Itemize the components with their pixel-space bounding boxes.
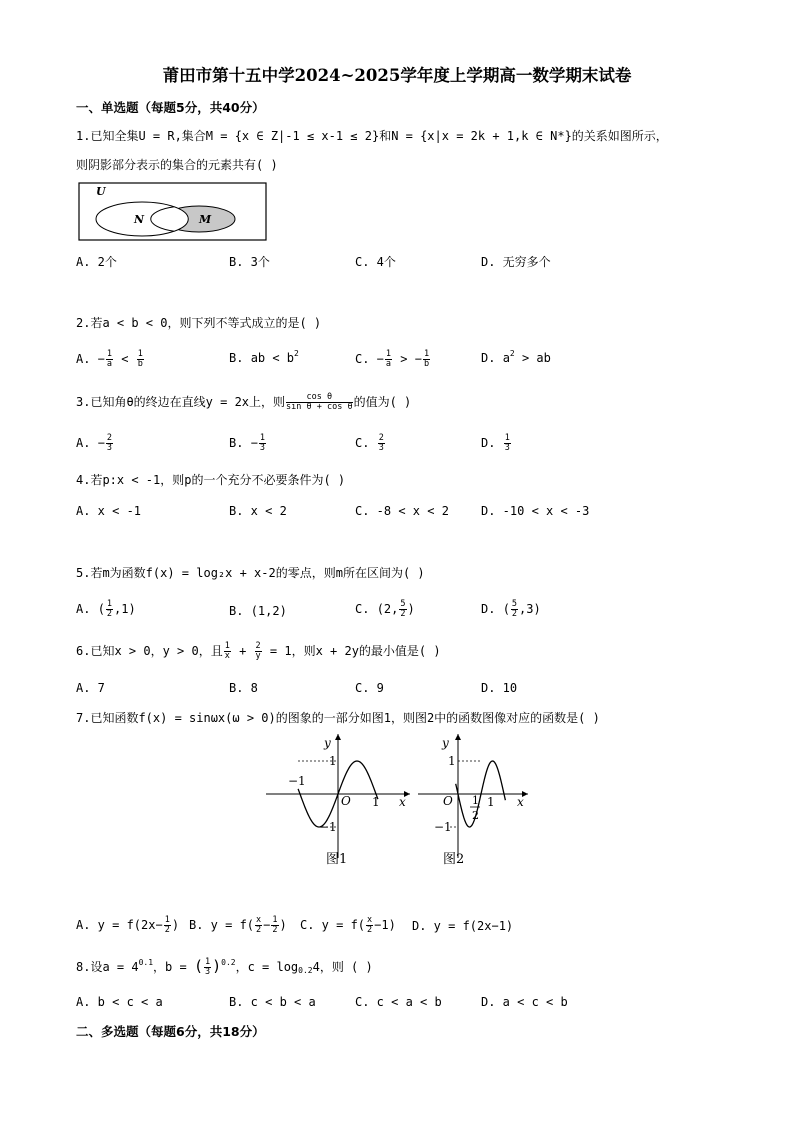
q7-option-d[interactable]: D. y = f(2x−1) [412,919,514,933]
q3-option-c[interactable] [355,434,386,453]
operator: + [239,644,247,658]
paren-close: ) [212,957,222,975]
q4-option-a[interactable]: A. x < -1 [76,504,142,518]
option-label: D. [481,436,496,450]
fig1-caption: 图1 [326,852,348,867]
stem-text: = 1，则x + 2y的最小值是( ) [269,644,441,658]
paren: ,1) [114,602,136,616]
frac-num: 1 [259,433,266,443]
paren: ,3) [519,602,541,616]
q5-option-b[interactable] [229,603,287,619]
question-7-stem: 7.已知函数f(x) = sinωx(ω > 0)的图象的一部分如图1，则图2中的函数图像对应的函数是( ) [76,711,600,725]
question-8-stem [76,958,373,977]
relation: < [121,352,129,366]
fig2-label-x1: 1 [487,795,495,809]
frac-den: 2 [367,925,373,935]
fig2-label-x: x [517,795,524,809]
frac-num: 2 [255,641,261,651]
exponent: 0.2 [221,958,236,967]
exponent: 0.1 [138,958,154,967]
option-label: D. [481,351,496,365]
exponent: 2 [294,349,299,358]
fig2-label-origin: O [443,794,453,808]
fig1-label-neg1: −1 [288,774,306,788]
fig2-label-y: y [442,736,449,750]
question-6-stem [76,642,441,661]
fig2-half-num: 1 [472,794,479,807]
frac-num: 2 [106,433,113,443]
option-label: B. [229,436,244,450]
option-text: ) [171,918,180,932]
q8-option-d[interactable]: D. a < c < b [481,995,568,1009]
frac-num: x [367,915,373,925]
stem-text: 4，则 ( ) [312,960,373,974]
frac-num: 1 [385,349,392,359]
relation: > [400,352,408,366]
q1-option-a[interactable]: A. 2个 [76,255,117,269]
frac-num: 1 [137,349,143,359]
q6-option-b[interactable]: B. 8 [229,681,258,695]
option-text: A. y = f(2x− [76,918,163,932]
paren: ( [502,602,510,616]
fig1-label-x: x [399,795,406,809]
question-1-line-2: 则阴影部分表示的集合的元素共有( ) [76,158,278,172]
q8-option-a[interactable]: A. b < c < a [76,995,163,1009]
fig2-label-ym1: −1 [434,820,452,834]
option-text: B. y = f( [189,918,255,932]
section-heading-2: 二、多选题（每题6分，共18分） [76,1024,265,1039]
operator: − [263,918,271,932]
frac-den: 2 [400,609,406,619]
q3-option-b[interactable] [229,434,267,453]
q5-option-a[interactable] [76,600,136,619]
option-text: C. y = f( [300,918,366,932]
q4-option-c[interactable]: C. -8 < x < 2 [355,504,449,518]
option-label: B. [229,604,244,618]
question-5-stem: 5.若m为函数f(x) = log₂x + x-2的零点，则m所在区间为( ) [76,566,425,580]
option-label: A. [76,352,91,366]
q3-option-a[interactable] [76,434,114,453]
question-4-stem: 4.若p:x < -1，则p的一个充分不必要条件为( ) [76,473,346,487]
frac-num: 1 [164,915,170,925]
option-label: C. [355,436,370,450]
q2-option-c[interactable]: C. − $\frac{1}{a}$ > − $\frac{1}{b}$ [355,349,430,369]
frac-den: a [385,359,392,369]
q7-option-a[interactable] [76,916,179,935]
frac-den: 2 [164,925,170,935]
option-label: B. [229,351,244,365]
q1-option-d[interactable]: D. 无穷多个 [481,255,551,269]
option-label: D. [481,602,496,616]
option-label: C. [355,352,370,366]
frac-den: b [423,359,430,369]
intersection-region [151,207,189,231]
stem-text: 6.已知x > 0，y > 0，且 [76,644,223,658]
q6-option-c[interactable]: C. 9 [355,681,384,695]
paren: (2, [376,602,399,616]
log-base: 0.2 [298,966,313,975]
frac-num: 1 [204,957,211,967]
figure-2 [418,734,528,867]
frac-num: 1 [504,433,510,443]
question-3-stem [76,393,411,412]
q1-option-c[interactable]: C. 4个 [355,255,396,269]
option-text: ) [279,918,287,932]
q1-option-b[interactable]: B. 3个 [229,255,270,269]
frac-den: 3 [504,443,510,453]
fig1-label-x1: 1 [372,795,380,809]
frac-den: 2 [511,609,518,619]
frac-den: y [255,651,261,661]
frac-den: 3 [204,967,211,977]
fig1-label-y: y [324,736,331,750]
q4-option-d[interactable]: D. -10 < x < -3 [481,504,590,518]
frac-num: 1 [423,349,430,359]
frac-num: 1 [272,915,278,925]
q2-option-d[interactable] [481,350,551,366]
sign: − [97,436,105,450]
fig2-caption: 图2 [443,852,465,867]
q7-option-b[interactable] [189,916,287,935]
frac-den: 3 [106,443,113,453]
q6-option-a[interactable]: A. 7 [76,681,105,695]
q4-option-b[interactable]: B. x < 2 [229,504,287,518]
stem-text: 8.设a = 4 [76,960,139,974]
paren: ( [97,602,105,616]
page-title: 莆田市第十五中学2024~2025学年度上学期高一数学期末试卷 [162,66,632,85]
q7-figures [262,730,537,870]
frac-den: 3 [259,443,266,453]
frac-den: sin θ + cos θ [286,402,353,412]
venn-label-n: N [134,213,145,226]
frac-den: 2 [106,609,113,619]
question-1-line-1: 1.已知全集U = R,集合M = {x ∈ Z|-1 ≤ x-1 ≤ 2}和N = {x|x = 2k + 1,k ∈ N*}的关系如图所示， [76,129,668,143]
paren: ) [407,602,415,616]
paren-open: ( [193,957,203,975]
frac-den: x [224,651,230,661]
q5-option-d[interactable] [481,600,541,619]
option-label: C. [355,602,370,616]
option-text: (1,2) [250,604,287,618]
q8-option-b[interactable]: B. c < b < a [229,995,316,1009]
venn-diagram [78,182,268,242]
question-2-stem: 2.若a < b < 0，则下列不等式成立的是( ) [76,316,322,330]
frac-num: 1 [106,599,113,609]
figure-1 [266,734,410,867]
frac-num: cos θ [286,393,353,403]
option-text: −1) [374,918,396,932]
fig1-label-origin: O [341,794,351,808]
frac-num: 1 [106,349,113,359]
frac-den: 2 [272,925,278,935]
venn-label-u: U [96,185,106,198]
frac-den: 3 [378,443,384,453]
fig2-label-y1: 1 [448,754,456,768]
stem-text: ，c = log [235,960,299,974]
q5-option-c[interactable] [355,600,415,619]
frac-num: 1 [224,641,230,651]
q6-option-d[interactable]: D. 10 [481,681,518,695]
stem-text: 的值为( ) [353,395,412,409]
option-text: a [502,351,510,365]
q2-option-a[interactable]: A. − $\frac{1}{a}$ < $\frac{1}{b}$ [76,349,143,369]
option-text: ab < b [250,351,295,365]
q2-option-b[interactable] [229,350,299,366]
venn-label-m: M [199,213,212,226]
frac-den: a [106,359,113,369]
frac-num: 5 [511,599,518,609]
stem-text: 3.已知角θ的终边在直线y = 2x上，则 [76,395,286,409]
frac-den: b [137,359,143,369]
option-label: A. [76,602,91,616]
fig1-label-y1: 1 [329,754,337,768]
q7-option-c[interactable] [300,916,396,935]
section-heading: 一、单选题（每题5分，共40分） [76,100,265,115]
frac-num: 5 [400,599,406,609]
frac-num: x [256,915,262,925]
stem-text: ，b = [153,960,194,974]
exponent: 2 [509,349,515,358]
q3-option-d[interactable] [481,434,512,453]
frac-num: 2 [378,433,384,443]
option-label: A. [76,436,91,450]
fig1-label-ym1: −1 [319,820,337,834]
fig2-half-den: 2 [472,809,479,822]
frac-den: 2 [256,925,262,935]
option-text: > ab [514,351,551,365]
q8-option-c[interactable]: C. c < a < b [355,995,442,1009]
sign: − [250,436,258,450]
